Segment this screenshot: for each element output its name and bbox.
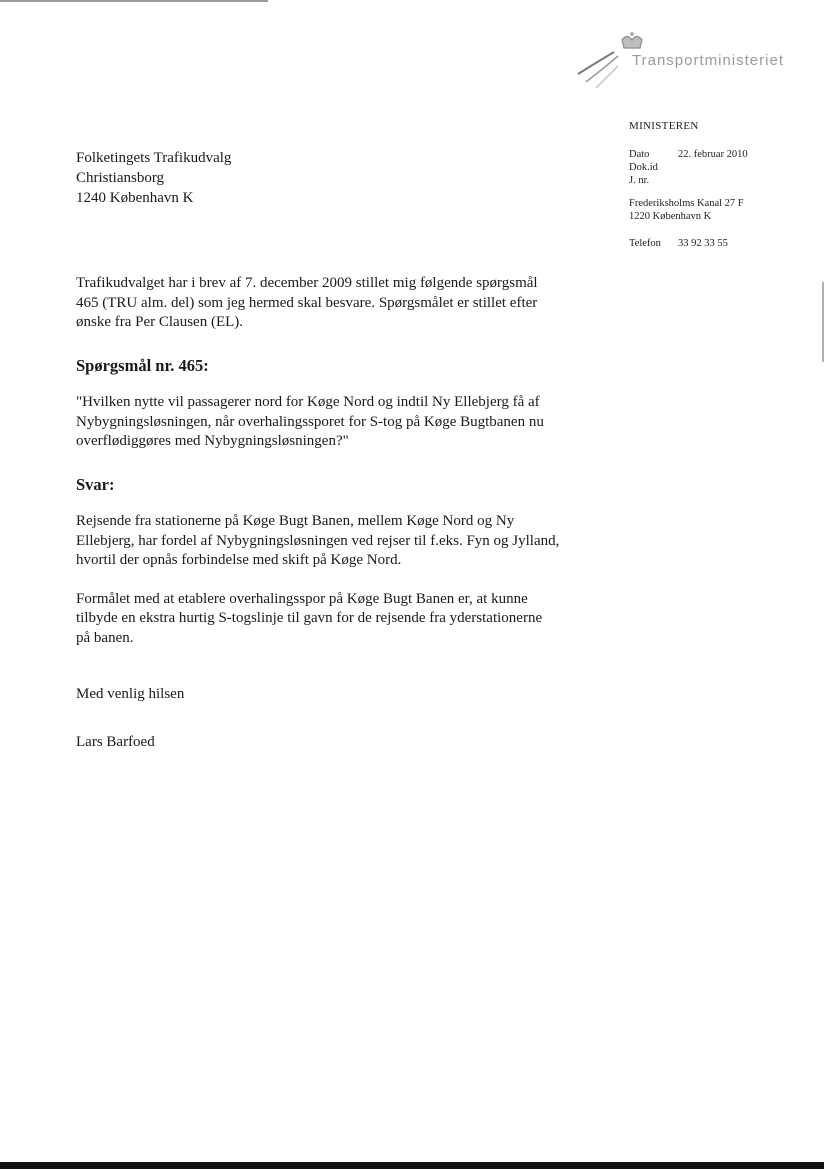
closing: Med venlig hilsen (76, 686, 185, 702)
dokid-label: Dok.id (629, 162, 658, 173)
logo-wordmark: Transportministeriet (632, 52, 784, 69)
text-line: ønske fra Per Clausen (EL). (76, 314, 244, 330)
signature: Lars Barfoed (76, 733, 155, 750)
text-line: hvortil der opnås forbindelse med skift på Køge Nord. (76, 552, 402, 568)
recipient-line: Folketingets Trafikudvalg (76, 150, 232, 166)
scan-edge-top (0, 0, 268, 2)
text-line: tilbyde en ekstra hurtig S-togslinje til gavn for de rejsende fra yderstationerne (76, 610, 543, 626)
text-line: Trafikudvalget har i brev af 7. december 2009 stillet mig følgende spørgsmål (76, 275, 538, 291)
letter-body (76, 274, 616, 752)
jnr-label: J. nr. (629, 175, 650, 186)
intro-paragraph (76, 274, 616, 333)
text-line: Rejsende fra stationerne på Køge Bugt Banen, mellem Køge Nord og Ny (76, 513, 515, 529)
sender-title: MINISTEREN (629, 120, 699, 132)
answer-paragraph-1 (76, 512, 616, 571)
date-label: Dato (629, 149, 650, 160)
dokid-row (629, 162, 658, 173)
text-line: "Hvilken nytte vil passagerer nord for Køge Nord og indtil Ny Ellebjerg få af (76, 394, 540, 410)
answer-paragraph-2 (76, 590, 616, 649)
answer-heading: Svar: (76, 474, 115, 494)
sender-address-line1: Frederiksholms Kanal 27 F (629, 198, 744, 209)
phone-label: Telefon (629, 238, 661, 249)
question-paragraph (76, 393, 616, 452)
question-heading: Spørgsmål nr. 465: (76, 355, 209, 375)
ministry-logo (574, 30, 794, 96)
date-row (629, 149, 748, 160)
text-line: på banen. (76, 629, 134, 646)
text-line: Formålet med at etablere overhalingsspor på Køge Bugt Banen er, at kunne (76, 590, 528, 607)
jnr-row (629, 175, 649, 186)
recipient-line: 1240 København K (76, 190, 194, 206)
recipient-line: Christiansborg (76, 170, 165, 186)
text-line: Nybygningsløsningen, når overhalingssporet for S-tog på Køge Bugtbanen nu (76, 413, 544, 430)
text-line: 465 (TRU alm. del) som jeg hermed skal besvare. Spørgsmålet er stillet efter (76, 294, 538, 311)
date-value: 22. februar 2010 (678, 149, 748, 160)
recipient-address (76, 148, 231, 208)
text-line: overflødiggøres med Nybygningsløsningen?" (76, 433, 349, 449)
text-line: Ellebjerg, har fordel af Nybygningsløsningen ved rejser til f.eks. Fyn og Jylland, (76, 532, 560, 549)
scan-edge-bottom (0, 1162, 824, 1169)
phone-row (629, 238, 728, 249)
sender-address-line2: 1220 København K (629, 211, 712, 222)
phone-value: 33 92 33 55 (678, 238, 728, 249)
